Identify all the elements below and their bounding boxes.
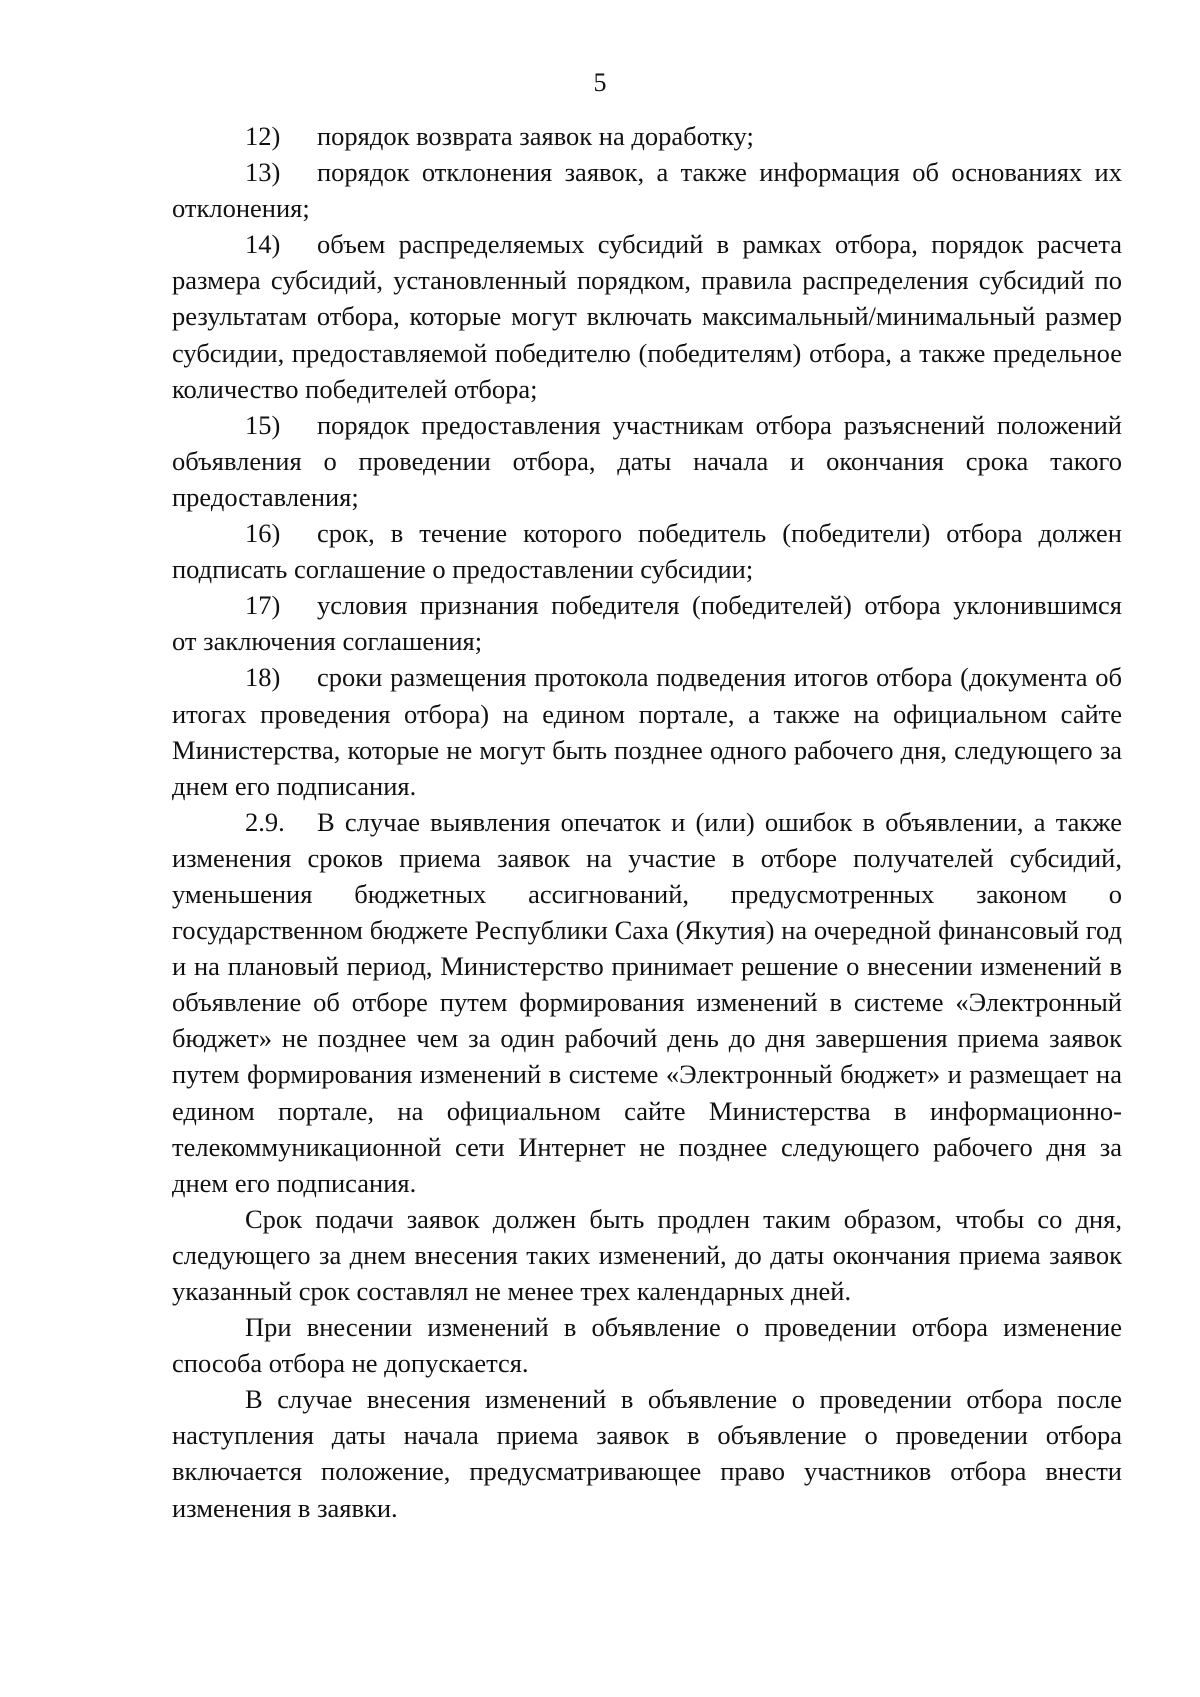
item-number: 15) [245, 409, 281, 440]
list-item-17 [172, 587, 1122, 659]
page-number: 5 [593, 68, 607, 97]
item-number: 14) [245, 229, 281, 260]
list-item-13 [172, 154, 1122, 226]
item-text: срок, в течение которого победитель (победители) отбора должен подписать соглашение о предоставлении субсидии; [172, 518, 1122, 585]
paragraph-deadline-extension: Срок подачи заявок должен быть продлен таким образом, чтобы со дня, следующего за днем внесения таких изменений, до даты окончания приема заявок указанный срок составлял не менее трех календарных дней. [172, 1203, 1122, 1306]
list-item-15 [172, 407, 1122, 515]
item-text: порядок предоставления участникам отбора разъяснений положений объявления о проведении отбора, даты начала и окончания срока такого предоставления; [172, 409, 1122, 512]
document-body [172, 118, 1122, 1526]
list-item-12 [172, 118, 1122, 154]
item-number: 17) [245, 590, 281, 621]
list-item-18 [172, 659, 1122, 803]
item-number: 12) [245, 121, 281, 151]
item-number: 18) [245, 662, 281, 693]
paragraph-application-changes: В случае внесения изменений в объявление о проведении отбора после наступления даты начала приема заявок в объявление о проведении отбора включается положение, предусматривающее право участников отбора внести изменения в заявки. [172, 1384, 1122, 1523]
item-number: 13) [245, 157, 281, 188]
item-text: сроки размещения протокола подведения итогов отбора (документа об итогах проведения отбора) на едином портале, а также на официальном сайте Министерства, которые не могут быть позднее одного рабочего дня, следующего за днем его подписания. [172, 662, 1122, 801]
item-text: порядок возврата заявок на доработку; [317, 121, 754, 151]
item-number: 16) [245, 518, 281, 549]
list-item-16 [172, 515, 1122, 587]
paragraph-method-change: При внесении изменений в объявление о проведении отбора изменение способа отбора не допускается. [172, 1312, 1122, 1379]
item-text: объем распределяемых субсидий в рамках отбора, порядок расчета размера субсидий, установленный порядком, правила распределения субсидий по результатам отбора, которые могут включать максимальный/минимальный размер субсидии, предоставляемой победителю (победителям) отбора, а также предельное количество победителей отбора; [172, 229, 1122, 404]
section-2-9 [172, 804, 1122, 1201]
section-text: В случае выявления опечаток и (или) ошибок в объявлении, а также изменения сроков приема заявок на участие в отборе получателей субсидий, уменьшения бюджетных ассигнований, предусмотренных законом о государственном бюджете Республики Саха (Якутия) на очередной финансовый год и на плановый период, Министерство принимает решение о внесении изменений в объявление об отборе путем формирования изменений в системе «Электронный бюджет» не позднее чем за один рабочий день до дня завершения приема заявок путем формирования изменений в системе «Электронный бюджет» и размещает на едином портале, на официальном сайте Министерства в информационно-телекоммуникационной сети Интернет не позднее следующего рабочего дня за днем его подписания. [172, 806, 1122, 1198]
list-item-14 [172, 226, 1122, 406]
section-number: 2.9. [245, 806, 285, 837]
item-text: условия признания победителя (победителей) отбора уклонившимся от заключения соглашения; [172, 590, 1122, 657]
item-text: порядок отклонения заявок, а также информация об основаниях их отклонения; [172, 157, 1122, 224]
